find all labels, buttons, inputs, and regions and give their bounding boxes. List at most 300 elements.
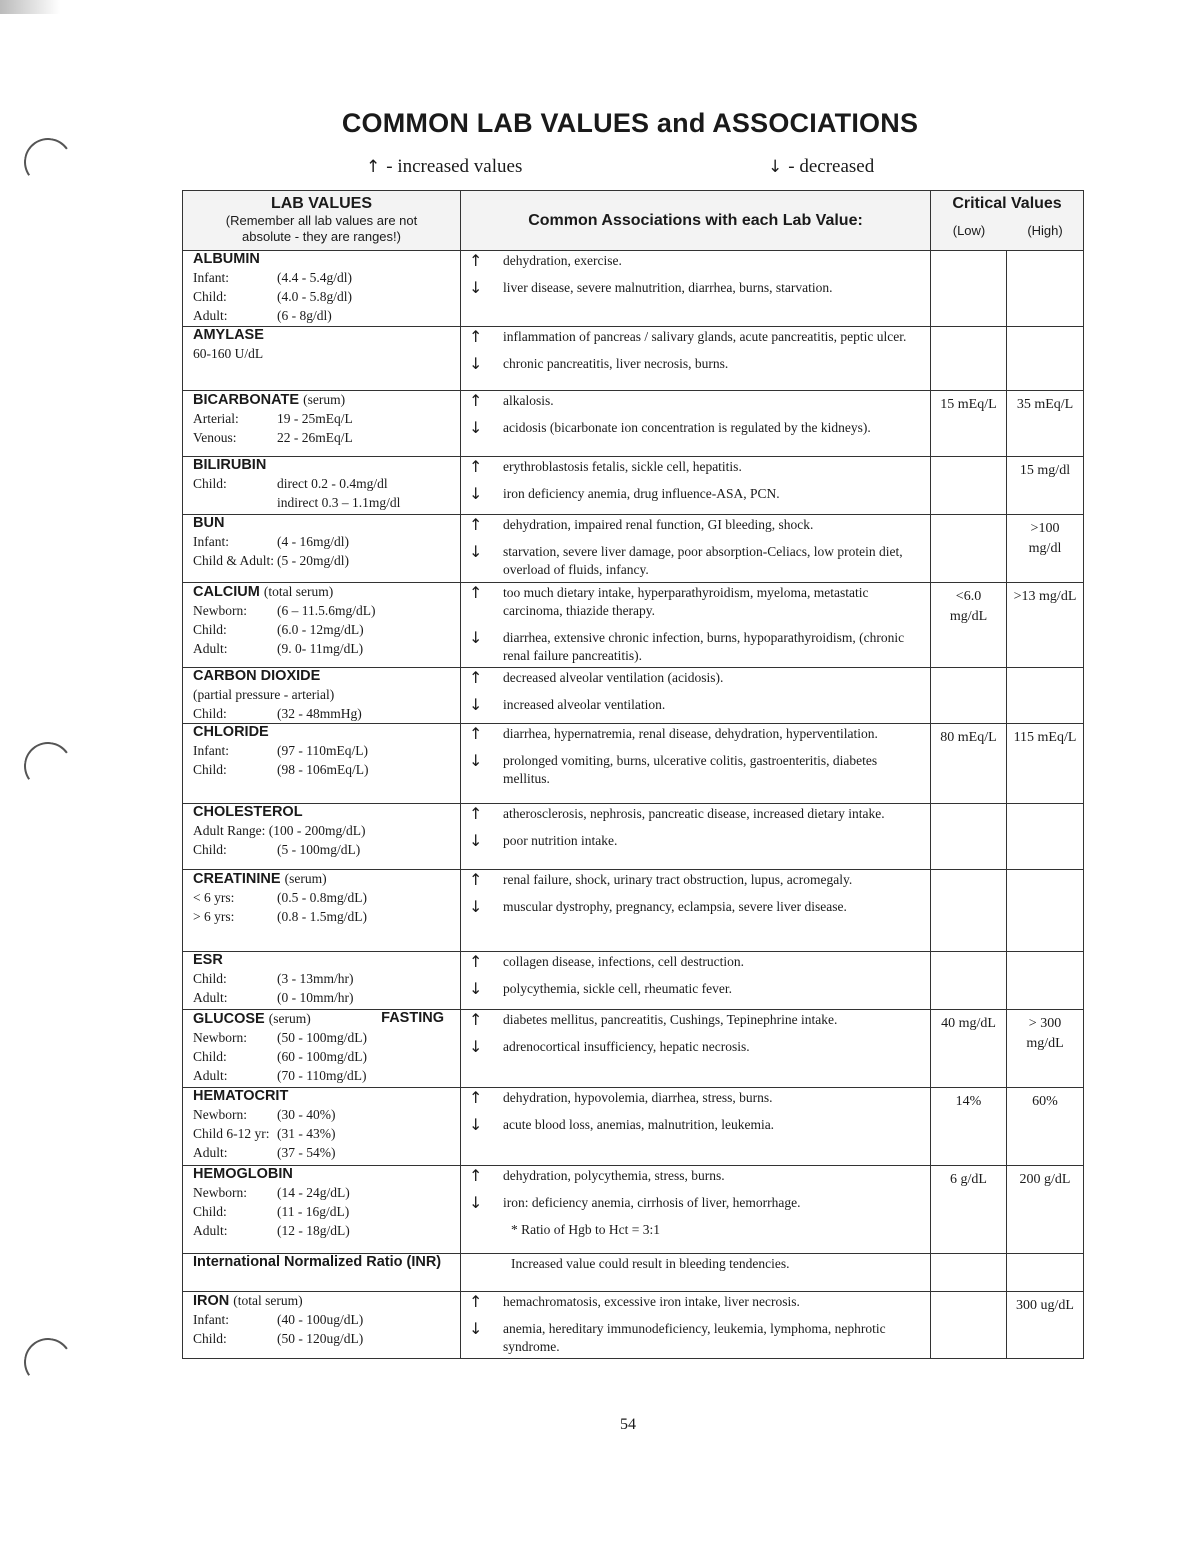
increased-association bbox=[461, 870, 930, 891]
lab-range-line bbox=[183, 493, 460, 512]
range-label: Child: bbox=[193, 762, 227, 777]
range-label: Adult: bbox=[193, 990, 228, 1005]
lab-range-line bbox=[183, 639, 460, 658]
scan-corner-shadow bbox=[0, 0, 60, 14]
critical-low bbox=[931, 1254, 1007, 1292]
lab-qualifier: (serum) bbox=[303, 392, 346, 407]
binder-hole bbox=[20, 134, 76, 190]
range-label: Adult: bbox=[193, 1068, 228, 1083]
decreased-text: starvation, severe liver damage, poor absorption-Celiacs, low protein diet, overload of fluids, infancy. bbox=[503, 544, 903, 577]
range-label: Child & Adult: bbox=[193, 553, 275, 568]
range-value: (50 - 120ug/dL) bbox=[277, 1331, 364, 1346]
range-label: (partial pressure - arterial) bbox=[193, 687, 335, 702]
range-label: Child: bbox=[193, 971, 227, 986]
range-value: indirect 0.3 – 1.1mg/dl bbox=[277, 495, 401, 510]
range-label: Venous: bbox=[193, 430, 237, 445]
lab-range-line bbox=[183, 1310, 460, 1329]
critical-low bbox=[931, 327, 1007, 391]
critical-low: 40 mg/dL bbox=[931, 1010, 1007, 1088]
range-value: (9. 0- 11mg/dL) bbox=[277, 641, 364, 656]
lab-name bbox=[183, 668, 460, 685]
range-value: (5 - 100mg/dL) bbox=[277, 842, 361, 857]
lab-range-line bbox=[183, 532, 460, 551]
critical-high bbox=[1007, 251, 1084, 327]
lab-cell bbox=[183, 515, 461, 583]
range-value: (6.0 - 12mg/dL) bbox=[277, 622, 364, 637]
lab-name bbox=[183, 515, 460, 532]
lab-name bbox=[183, 251, 460, 268]
table-row bbox=[183, 668, 1084, 724]
table-row bbox=[183, 515, 1084, 583]
associations-cell bbox=[461, 391, 931, 457]
critical-low: 15 mEq/L bbox=[931, 391, 1007, 457]
lab-range-line bbox=[183, 907, 460, 926]
table-row bbox=[183, 1254, 1084, 1292]
up-arrow-icon: ↑ bbox=[469, 804, 483, 823]
associations-cell bbox=[461, 515, 931, 583]
lab-name-text: CHLORIDE bbox=[193, 724, 269, 740]
lab-name-text: CALCIUM bbox=[193, 584, 260, 600]
increased-text: alkalosis. bbox=[503, 393, 554, 408]
critical-high: >13 mg/dL bbox=[1007, 583, 1084, 668]
decreased-text: anemia, hereditary immunodeficiency, leukemia, lymphoma, nephrotic syndrome. bbox=[503, 1321, 886, 1354]
range-label: Adult: bbox=[193, 641, 228, 656]
range-label: Infant: bbox=[193, 534, 229, 549]
range-label: Infant: bbox=[193, 270, 229, 285]
associations-cell bbox=[461, 1254, 931, 1292]
lab-range-line bbox=[183, 1183, 460, 1202]
range-label: Child: bbox=[193, 622, 227, 637]
critical-high: 60% bbox=[1007, 1088, 1084, 1166]
decreased-association bbox=[461, 542, 930, 581]
decreased-association bbox=[461, 979, 930, 1000]
lab-values-header: LAB VALUES (Remember all lab values are not absolute - they are ranges!) bbox=[183, 191, 461, 251]
lab-range-line bbox=[183, 551, 460, 570]
lab-name bbox=[183, 391, 460, 409]
associations-cell bbox=[461, 724, 931, 804]
range-value: (14 - 24g/dL) bbox=[277, 1185, 350, 1200]
increased-association bbox=[461, 1292, 930, 1313]
range-label: Adult: bbox=[193, 1223, 228, 1238]
up-arrow-icon: ↑ bbox=[469, 391, 483, 410]
up-arrow-icon: ↑ bbox=[469, 1166, 483, 1185]
table-row bbox=[183, 804, 1084, 870]
lab-name-text: CARBON DIOXIDE bbox=[193, 668, 321, 684]
decreased-association bbox=[461, 628, 930, 667]
range-label: Adult: bbox=[193, 1145, 228, 1160]
lab-range-line bbox=[183, 888, 460, 907]
increased-text: dehydration, exercise. bbox=[503, 253, 622, 268]
decreased-text: iron deficiency anemia, drug influence-ASA, PCN. bbox=[503, 486, 780, 501]
range-value: (32 - 48mmHg) bbox=[277, 706, 362, 721]
critical-values-header: Critical Values (Low) (High) bbox=[931, 191, 1084, 251]
lab-name bbox=[183, 583, 460, 601]
decreased-text: chronic pancreatitis, liver necrosis, burns. bbox=[503, 356, 729, 371]
range-label: 60-160 U/dL bbox=[193, 346, 264, 361]
table-row bbox=[183, 391, 1084, 457]
critical-low: <6.0 mg/dL bbox=[931, 583, 1007, 668]
decreased-association bbox=[461, 831, 930, 852]
decreased-association bbox=[461, 1193, 930, 1214]
range-label: Adult: bbox=[193, 308, 228, 323]
lab-name-text: GLUCOSE bbox=[193, 1011, 265, 1027]
range-value: 19 - 25mEq/L bbox=[277, 411, 353, 426]
up-arrow-icon: ↑ bbox=[469, 515, 483, 534]
range-label bbox=[193, 493, 277, 512]
decreased-association bbox=[461, 418, 930, 439]
range-value: (3 - 13mm/hr) bbox=[277, 971, 354, 986]
range-label: Newborn: bbox=[193, 603, 247, 618]
associations-header: Common Associations with each Lab Value: bbox=[461, 191, 931, 251]
lab-range-line bbox=[183, 306, 460, 325]
critical-high: 300 ug/dL bbox=[1007, 1292, 1084, 1359]
lab-name-text: ALBUMIN bbox=[193, 251, 260, 267]
lab-range-line bbox=[183, 1047, 460, 1066]
lab-range-line bbox=[183, 1329, 460, 1348]
decreased-association bbox=[461, 354, 930, 375]
lab-name bbox=[183, 1292, 460, 1310]
range-value: (4.4 - 5.4g/dl) bbox=[277, 270, 352, 285]
increased-association bbox=[461, 724, 930, 745]
decreased-text: muscular dystrophy, pregnancy, eclampsia, severe liver disease. bbox=[503, 899, 847, 914]
down-arrow-icon: ↓ bbox=[469, 278, 483, 297]
up-arrow-icon: ↑ bbox=[469, 870, 483, 889]
range-label: Child: bbox=[193, 476, 227, 491]
range-value: (4.0 - 5.8g/dl) bbox=[277, 289, 352, 304]
lab-range-line bbox=[183, 1124, 460, 1143]
lab-range-line bbox=[183, 287, 460, 306]
associations-cell bbox=[461, 1292, 931, 1359]
associations-cell bbox=[461, 457, 931, 515]
critical-high: 115 mEq/L bbox=[1007, 724, 1084, 804]
lab-cell bbox=[183, 1166, 461, 1254]
table-row bbox=[183, 251, 1084, 327]
lab-range-line bbox=[183, 344, 460, 363]
increased-association bbox=[461, 515, 930, 536]
range-label: Child: bbox=[193, 706, 227, 721]
range-value: (37 - 54%) bbox=[277, 1145, 336, 1160]
binder-hole bbox=[20, 738, 76, 794]
up-arrow-icon: ↑ bbox=[469, 327, 483, 346]
associations-cell bbox=[461, 1088, 931, 1166]
increased-text: diarrhea, hypernatremia, renal disease, dehydration, hyperventilation. bbox=[503, 726, 878, 741]
down-arrow-icon: ↓ bbox=[469, 354, 483, 373]
critical-high bbox=[1007, 668, 1084, 724]
critical-high: > 300 mg/dL bbox=[1007, 1010, 1084, 1088]
decreased-text: polycythemia, sickle cell, rheumatic fever. bbox=[503, 981, 733, 996]
decreased-association bbox=[461, 484, 930, 505]
associations-cell bbox=[461, 251, 931, 327]
range-label: < 6 yrs: bbox=[193, 890, 235, 905]
range-value: direct 0.2 - 0.4mg/dl bbox=[277, 476, 388, 491]
low-header: (Low) bbox=[952, 223, 986, 238]
decreased-association bbox=[461, 1115, 930, 1136]
lab-cell bbox=[183, 583, 461, 668]
table-row bbox=[183, 724, 1084, 804]
critical-high bbox=[1007, 1254, 1084, 1292]
lab-name-text: HEMOGLOBIN bbox=[193, 1166, 293, 1182]
down-arrow-icon: ↓ bbox=[768, 157, 783, 177]
up-arrow-icon: ↑ bbox=[469, 1088, 483, 1107]
lab-range-line bbox=[183, 1221, 460, 1240]
associations-cell bbox=[461, 804, 931, 870]
critical-high bbox=[1007, 804, 1084, 870]
critical-high bbox=[1007, 952, 1084, 1010]
down-arrow-icon: ↓ bbox=[469, 897, 483, 916]
critical-low: 6 g/dL bbox=[931, 1166, 1007, 1254]
lab-range-line bbox=[183, 428, 460, 447]
up-arrow-icon: ↑ bbox=[469, 952, 483, 971]
decreased-text: acute blood loss, anemias, malnutrition, leukemia. bbox=[503, 1117, 775, 1132]
critical-high: 15 mg/dl bbox=[1007, 457, 1084, 515]
associations-cell bbox=[461, 668, 931, 724]
lab-values-table bbox=[182, 190, 1084, 1359]
lab-name bbox=[183, 724, 460, 741]
increased-association bbox=[461, 1166, 930, 1187]
lab-cell bbox=[183, 870, 461, 952]
lab-range-line bbox=[183, 704, 460, 723]
lab-cell bbox=[183, 804, 461, 870]
down-arrow-icon: ↓ bbox=[469, 695, 483, 714]
lab-name bbox=[183, 804, 460, 821]
decreased-text: adrenocortical insufficiency, hepatic necrosis. bbox=[503, 1039, 750, 1054]
up-arrow-icon: ↑ bbox=[469, 251, 483, 270]
lab-cell bbox=[183, 724, 461, 804]
lab-name-text: ESR bbox=[193, 952, 223, 968]
table-row bbox=[183, 1010, 1084, 1088]
range-value: (40 - 100ug/dL) bbox=[277, 1312, 364, 1327]
increased-association bbox=[461, 251, 930, 272]
critical-low bbox=[931, 457, 1007, 515]
down-arrow-icon: ↓ bbox=[469, 1319, 483, 1338]
up-arrow-icon: ↑ bbox=[469, 1292, 483, 1311]
table-row bbox=[183, 1088, 1084, 1166]
increased-association bbox=[461, 1010, 930, 1031]
range-value: (12 - 18g/dL) bbox=[277, 1223, 350, 1238]
decreased-text: iron: deficiency anemia, cirrhosis of liver, hemorrhage. bbox=[503, 1195, 801, 1210]
decreased-text: poor nutrition intake. bbox=[503, 833, 618, 848]
note-text: * Ratio of Hgb to Hct = 3:1 bbox=[511, 1222, 660, 1237]
critical-low bbox=[931, 952, 1007, 1010]
lab-range-line bbox=[183, 741, 460, 760]
range-value: (0 - 10mm/hr) bbox=[277, 990, 354, 1005]
associations-cell bbox=[461, 952, 931, 1010]
range-value: 22 - 26mEq/L bbox=[277, 430, 353, 445]
down-arrow-icon: ↓ bbox=[469, 542, 483, 561]
lab-name-text: BUN bbox=[193, 515, 225, 531]
up-arrow-icon: ↑ bbox=[469, 724, 483, 743]
range-value: (70 - 110mg/dL) bbox=[277, 1068, 367, 1083]
range-label: Child: bbox=[193, 1331, 227, 1346]
lab-name-text: AMYLASE bbox=[193, 327, 264, 343]
associations-cell bbox=[461, 583, 931, 668]
critical-low bbox=[931, 804, 1007, 870]
up-arrow-icon: ↑ bbox=[366, 157, 381, 177]
table-row bbox=[183, 327, 1084, 391]
lab-range-line bbox=[183, 601, 460, 620]
lab-cell bbox=[183, 952, 461, 1010]
up-arrow-icon: ↑ bbox=[469, 583, 483, 602]
increased-association bbox=[461, 952, 930, 973]
decreased-association bbox=[461, 897, 930, 918]
critical-low: 14% bbox=[931, 1088, 1007, 1166]
lab-name-text: BILIRUBIN bbox=[193, 457, 267, 473]
lab-qualifier: (total serum) bbox=[233, 1293, 303, 1308]
lab-range-line bbox=[183, 474, 460, 493]
legend-increased: ↑ - increased values bbox=[366, 156, 523, 177]
range-label: Child: bbox=[193, 1204, 227, 1219]
lab-cell bbox=[183, 668, 461, 724]
down-arrow-icon: ↓ bbox=[469, 831, 483, 850]
increased-association bbox=[461, 391, 930, 412]
increased-text: atherosclerosis, nephrosis, pancreatic disease, increased dietary intake. bbox=[503, 806, 885, 821]
lab-qualifier: (serum) bbox=[268, 1011, 311, 1026]
decreased-association bbox=[461, 1037, 930, 1058]
lab-cell bbox=[183, 457, 461, 515]
decreased-association bbox=[461, 751, 930, 790]
range-value: (98 - 106mEq/L) bbox=[277, 762, 369, 777]
range-value: (0.5 - 0.8mg/dL) bbox=[277, 890, 367, 905]
lab-name bbox=[183, 1254, 460, 1271]
increased-association bbox=[461, 457, 930, 478]
up-arrow-icon: ↑ bbox=[469, 1010, 483, 1029]
increased-text: dehydration, impaired renal function, GI bleeding, shock. bbox=[503, 517, 814, 532]
lab-range-line bbox=[183, 1143, 460, 1162]
range-value: (4 - 16mg/dl) bbox=[277, 534, 349, 549]
down-arrow-icon: ↓ bbox=[469, 484, 483, 503]
lab-extra: FASTING bbox=[381, 1010, 444, 1026]
critical-high: 200 g/dL bbox=[1007, 1166, 1084, 1254]
increased-text: inflammation of pancreas / salivary glands, acute pancreatitis, peptic ulcer. bbox=[503, 329, 907, 344]
legend-decreased: ↓ - decreased bbox=[768, 156, 875, 177]
range-value: (5 - 20mg/dl) bbox=[277, 553, 349, 568]
lab-name-text: International Normalized Ratio (INR) bbox=[193, 1254, 442, 1270]
increased-text: erythroblastosis fetalis, sickle cell, hepatitis. bbox=[503, 459, 742, 474]
table-row bbox=[183, 583, 1084, 668]
lab-name-text: CREATININE bbox=[193, 871, 281, 887]
range-value: (11 - 16g/dL) bbox=[277, 1204, 350, 1219]
table-row bbox=[183, 952, 1084, 1010]
increased-association bbox=[461, 327, 930, 348]
increased-text: renal failure, shock, urinary tract obstruction, lupus, acromegaly. bbox=[503, 872, 853, 887]
lab-cell bbox=[183, 391, 461, 457]
range-value: (50 - 100mg/dL) bbox=[277, 1030, 367, 1045]
lab-range-line bbox=[183, 840, 460, 859]
lab-range-line bbox=[183, 620, 460, 639]
decreased-text: liver disease, severe malnutrition, diarrhea, burns, starvation. bbox=[503, 280, 833, 295]
lab-name-text: CHOLESTEROL bbox=[193, 804, 303, 820]
critical-high: >100 mg/dl bbox=[1007, 515, 1084, 583]
range-value: (6 - 8g/dl) bbox=[277, 308, 332, 323]
lab-name bbox=[183, 870, 460, 888]
down-arrow-icon: ↓ bbox=[469, 1193, 483, 1212]
range-label: Child: bbox=[193, 842, 227, 857]
binder-hole bbox=[20, 1334, 76, 1390]
decreased-association bbox=[461, 1319, 930, 1358]
range-value: (6 – 11.5.6mg/dL) bbox=[277, 603, 376, 618]
lab-range-line bbox=[183, 685, 460, 704]
lab-name-text: HEMATOCRIT bbox=[193, 1088, 289, 1104]
lab-range-line bbox=[183, 1066, 460, 1085]
lab-range-line bbox=[183, 1028, 460, 1047]
lab-range-line bbox=[183, 821, 460, 840]
range-label: Infant: bbox=[193, 743, 229, 758]
critical-low bbox=[931, 870, 1007, 952]
range-label: Adult Range: (100 - 200mg/dL) bbox=[193, 823, 366, 838]
down-arrow-icon: ↓ bbox=[469, 1115, 483, 1134]
lab-name bbox=[183, 952, 460, 969]
lab-cell bbox=[183, 327, 461, 391]
lab-name bbox=[183, 457, 460, 474]
critical-low bbox=[931, 1292, 1007, 1359]
critical-high bbox=[1007, 870, 1084, 952]
range-value: (31 - 43%) bbox=[277, 1126, 336, 1141]
table-row bbox=[183, 1166, 1084, 1254]
lab-cell bbox=[183, 1010, 461, 1088]
lab-range-line bbox=[183, 409, 460, 428]
range-value: (60 - 100mg/dL) bbox=[277, 1049, 367, 1064]
decreased-text: prolonged vomiting, burns, ulcerative colitis, gastroenteritis, diabetes mellitus. bbox=[503, 753, 878, 786]
association-text: Increased value could result in bleeding tendencies. bbox=[511, 1256, 790, 1271]
range-label: Child: bbox=[193, 289, 227, 304]
lab-range-line bbox=[183, 969, 460, 988]
increased-text: collagen disease, infections, cell destruction. bbox=[503, 954, 745, 969]
lab-range-line bbox=[183, 268, 460, 287]
lab-cell bbox=[183, 1254, 461, 1292]
decreased-text: diarrhea, extensive chronic infection, burns, hypoparathyroidism, (chronic renal failure pancreatitis). bbox=[503, 630, 905, 663]
critical-high bbox=[1007, 327, 1084, 391]
page-title: COMMON LAB VALUES and ASSOCIATIONS bbox=[341, 108, 919, 138]
lab-name bbox=[183, 1010, 460, 1028]
increased-association bbox=[461, 1088, 930, 1109]
decreased-text: increased alveolar ventilation. bbox=[503, 697, 666, 712]
table-row bbox=[183, 457, 1084, 515]
page-number: 54 bbox=[620, 1416, 636, 1433]
lab-cell bbox=[183, 1292, 461, 1359]
lab-range-line bbox=[183, 1202, 460, 1221]
range-label: Infant: bbox=[193, 1312, 229, 1327]
lab-range-line bbox=[183, 760, 460, 779]
associations-cell bbox=[461, 1010, 931, 1088]
up-arrow-icon: ↑ bbox=[469, 457, 483, 476]
lab-range-line bbox=[183, 1105, 460, 1124]
associations-cell bbox=[461, 327, 931, 391]
table-row bbox=[183, 1292, 1084, 1359]
table-body bbox=[183, 251, 1084, 1359]
hgb-hct-note bbox=[461, 1220, 930, 1241]
decreased-text: acidosis (bicarbonate ion concentration is regulated by the kidneys). bbox=[503, 420, 871, 435]
critical-low bbox=[931, 251, 1007, 327]
high-header: (High) bbox=[1027, 223, 1063, 238]
decreased-association bbox=[461, 695, 930, 716]
critical-low bbox=[931, 668, 1007, 724]
increased-text: dehydration, hypovolemia, diarrhea, stress, burns. bbox=[503, 1090, 773, 1105]
increased-text: decreased alveolar ventilation (acidosis). bbox=[503, 670, 724, 685]
range-label: Newborn: bbox=[193, 1107, 247, 1122]
range-label: Arterial: bbox=[193, 411, 239, 426]
lab-name-text: IRON bbox=[193, 1293, 230, 1309]
increased-text: too much dietary intake, hyperparathyroidism, myeloma, metastatic carcinoma, thiazide therapy. bbox=[503, 585, 869, 618]
critical-low bbox=[931, 515, 1007, 583]
increased-text: diabetes mellitus, pancreatitis, Cushings, Tepinephrine intake. bbox=[503, 1012, 838, 1027]
range-label: > 6 yrs: bbox=[193, 909, 235, 924]
lab-qualifier: (serum) bbox=[284, 871, 327, 886]
range-label: Child 6-12 yr: bbox=[193, 1126, 270, 1141]
down-arrow-icon: ↓ bbox=[469, 418, 483, 437]
lab-qualifier: (total serum) bbox=[263, 584, 334, 599]
increased-association bbox=[461, 668, 930, 689]
lab-name-text: BICARBONATE bbox=[193, 392, 300, 408]
